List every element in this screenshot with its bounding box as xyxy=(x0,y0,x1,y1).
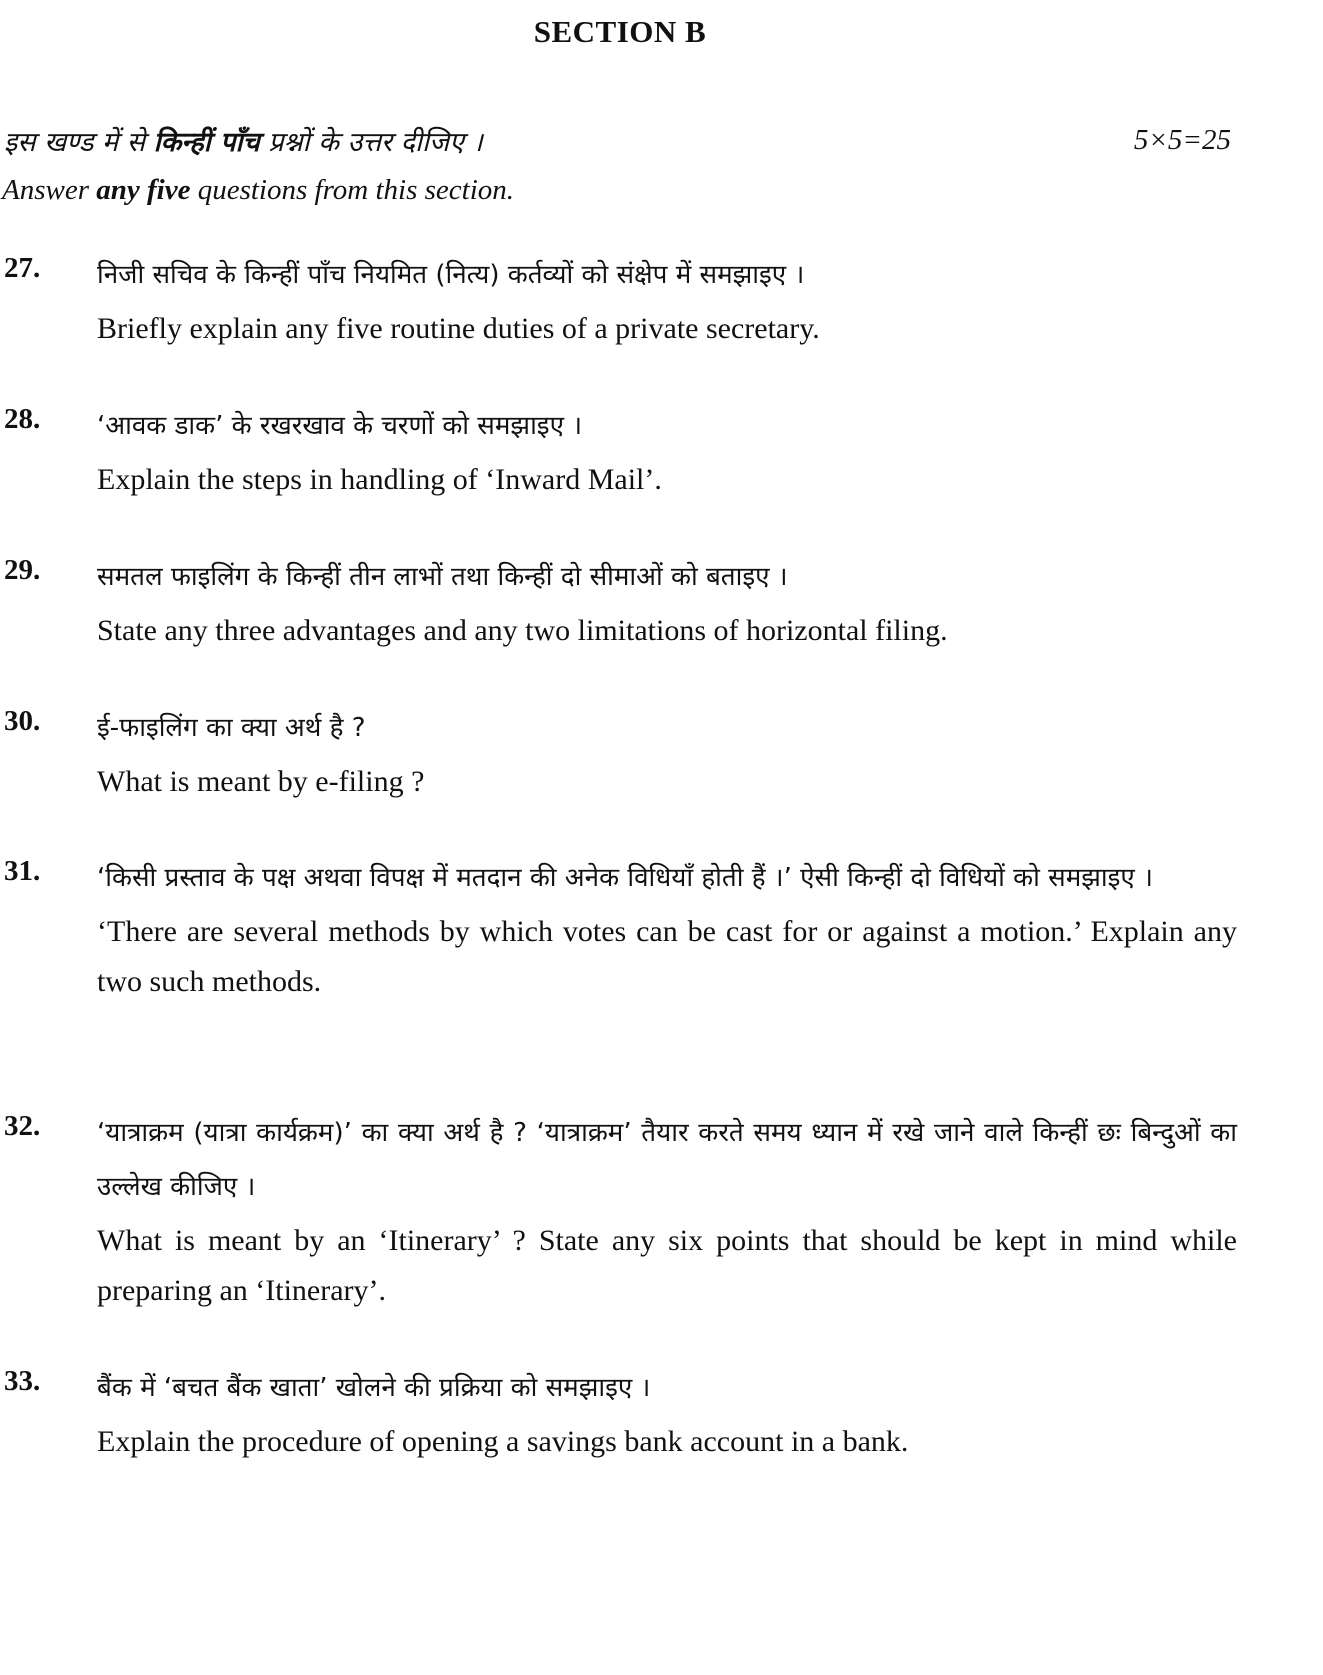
question-text-hindi: ‘यात्राक्रम (यात्रा कार्यक्रम)’ का क्या अर्थ है ? ‘यात्राक्रम’ तैयार करते समय ध्यान में रखे जाने वाले किन्हीं छः बिन्दुओं का उल्लेख कीजिए । xyxy=(97,1118,1237,1202)
question-32 xyxy=(0,1106,1240,1316)
question-text-english: Briefly explain any five routine duties of a private secretary. xyxy=(97,312,820,345)
question-text-english: What is meant by an ‘Itinerary’ ? State any six points that should be kept in mind while preparing an ‘Itinerary’. xyxy=(97,1224,1237,1307)
question-number: 32. xyxy=(4,1110,41,1142)
question-number: 28. xyxy=(4,403,41,435)
question-text-hindi: ‘आवक डाक’ के रखरखाव के चरणों को समझाइए । xyxy=(97,411,583,441)
instructions-hindi-text-end: प्रश्नों के उत्तर दीजिए । xyxy=(259,127,483,158)
instructions-hindi xyxy=(4,122,483,159)
question-number: 27. xyxy=(4,252,41,284)
question-text-english: Explain the procedure of opening a savings bank account in a bank. xyxy=(97,1425,909,1458)
marks-allocation: 5×5=25 xyxy=(1133,124,1231,156)
question-28 xyxy=(0,399,1240,505)
question-text-english: Explain the steps in handling of ‘Inward Mail’. xyxy=(97,463,662,496)
question-text-english: What is meant by e-filing ? xyxy=(97,765,425,798)
question-number: 33. xyxy=(4,1365,41,1397)
instructions-english-emphasis: any five xyxy=(96,174,191,206)
question-number: 30. xyxy=(4,705,41,737)
instructions-hindi-emphasis: किन्हीं पाँच xyxy=(153,127,260,158)
instructions-hindi-text: इस खण्ड में से xyxy=(4,127,154,158)
question-33 xyxy=(0,1361,1240,1467)
question-text-hindi: ‘किसी प्रस्ताव के पक्ष अथवा विपक्ष में मतदान की अनेक विधियाँ होती हैं ।’ ऐसी किन्हीं दो विधियों को समझाइए । xyxy=(97,863,1153,893)
question-30 xyxy=(0,701,1240,807)
question-text-hindi: ई-फाइलिंग का क्या अर्थ है ? xyxy=(97,713,366,743)
question-31 xyxy=(0,851,1240,1007)
question-number: 31. xyxy=(4,855,41,887)
instructions-english-text-end: questions from this section. xyxy=(190,174,515,206)
section-title: SECTION B xyxy=(533,14,707,49)
question-text-hindi: बैंक में ‘बचत बैंक खाता’ खोलने की प्रक्रिया को समझाइए । xyxy=(97,1373,651,1403)
question-text-english: State any three advantages and any two limitations of horizontal filing. xyxy=(97,614,948,647)
instructions-english xyxy=(2,174,514,207)
question-text-english: ‘There are several methods by which votes can be cast for or against a motion.’ Explain any two such methods. xyxy=(97,915,1237,998)
question-text-hindi: समतल फाइलिंग के किन्हीं तीन लाभों तथा किन्हीं दो सीमाओं को बताइए । xyxy=(97,562,788,592)
question-29 xyxy=(0,550,1240,656)
question-27 xyxy=(0,248,1240,354)
instructions-english-text: Answer xyxy=(2,174,97,206)
question-number: 29. xyxy=(4,554,41,586)
question-text-hindi: निजी सचिव के किन्हीं पाँच नियमित (नित्य) कर्तव्यों को संक्षेप में समझाइए । xyxy=(97,260,805,290)
